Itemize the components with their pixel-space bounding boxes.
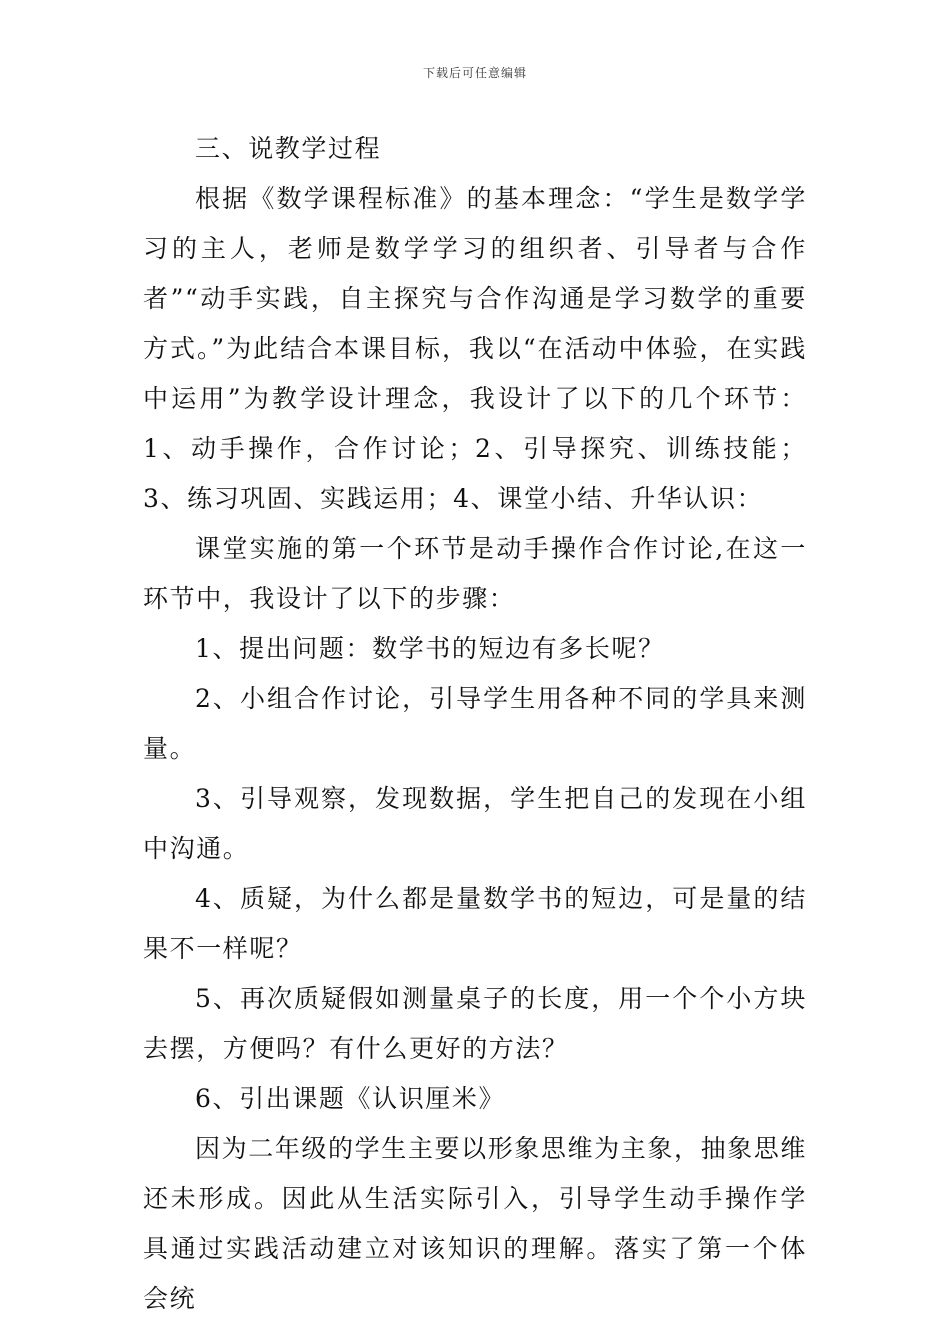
document-body <box>143 124 807 1324</box>
list-item: 2、小组合作讨论，引导学生用各种不同的学具来测量。 <box>143 684 807 763</box>
paragraph: 根据《数学课程标准》的基本理念：“学生是数学学习的主人，老师是数学学习的组织者、引导者与合作者”“动手实践，自主探究与合作沟通是学习数学的重要方式。”为此结合本课目标，我以“在活动中体验，在实践中运用”为教学设计理念，我设计了以下的几个环节：1、动手操作，合作讨论；2、引导探究、训练技能；3、练习巩固、实践运用；4、课堂小结、升华认识： <box>143 184 807 513</box>
paragraph: 课堂实施的第一个环节是动手操作合作讨论,在这一环节中，我设计了以下的步骤： <box>143 534 807 613</box>
list-item: 3、引导观察，发现数据，学生把自己的发现在小组中沟通。 <box>143 784 807 863</box>
list-item: 5、再次质疑假如测量桌子的长度，用一个个小方块去摆，方便吗？有什么更好的方法？ <box>143 984 807 1063</box>
list-item: 1、提出问题：数学书的短边有多长呢？ <box>195 634 665 663</box>
paragraph: 因为二年级的学生主要以形象思维为主象，抽象思维还未形成。因此从生活实际引入，引导学生动手操作学具通过实践活动建立对该知识的理解。落实了第一个体会统 <box>143 1134 807 1313</box>
page-header: 下载后可任意编辑 <box>422 66 527 80</box>
list-item: 6、引出课题《认识厘米》 <box>195 1084 506 1113</box>
list-item: 4、质疑，为什么都是量数学书的短边，可是量的结果不一样呢？ <box>143 884 807 963</box>
section-heading: 三、说教学过程 <box>195 134 382 163</box>
